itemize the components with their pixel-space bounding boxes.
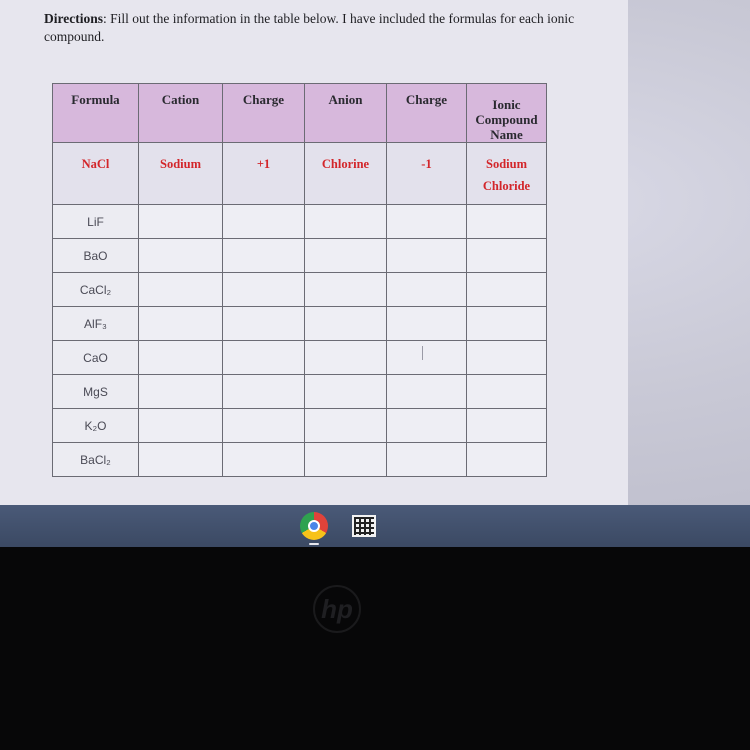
chrome-icon[interactable] (300, 512, 328, 540)
header-anion-charge: Charge (387, 84, 467, 143)
anion-cell[interactable] (305, 307, 387, 341)
anion-charge-cell[interactable] (387, 205, 467, 239)
table-row (53, 443, 547, 477)
cation-cell[interactable] (139, 375, 223, 409)
compound-name-cell[interactable] (467, 375, 547, 409)
directions-body: : Fill out the information in the table below. I have included the formulas for each ionic compound. (44, 11, 575, 44)
cation-charge-cell[interactable] (223, 409, 305, 443)
example-row (53, 143, 547, 205)
cation-cell[interactable] (139, 307, 223, 341)
cation-charge-cell[interactable] (223, 205, 305, 239)
anion-cell[interactable] (305, 273, 387, 307)
formula-cell: BaO (53, 239, 139, 273)
cation-cell[interactable] (139, 205, 223, 239)
formula-cell: MgS (53, 375, 139, 409)
cation-cell[interactable] (139, 443, 223, 477)
header-compound-name: Ionic Compound Name (467, 84, 547, 143)
anion-cell[interactable] (305, 409, 387, 443)
cation-charge-cell[interactable] (223, 239, 305, 273)
anion-charge-cell[interactable] (387, 239, 467, 273)
header-cation-charge: Charge (223, 84, 305, 143)
laptop-bezel (0, 547, 750, 750)
anion-charge-cell[interactable] (387, 341, 467, 375)
example-cation-charge: +1 (223, 143, 305, 205)
ionic-compounds-table (52, 83, 547, 477)
compound-name-cell[interactable] (467, 239, 547, 273)
formula-cell: AlF₃ (53, 307, 139, 341)
compound-name-cell[interactable] (467, 307, 547, 341)
anion-cell[interactable] (305, 375, 387, 409)
anion-cell[interactable] (305, 205, 387, 239)
directions-label: Directions (44, 11, 103, 26)
compound-name-cell[interactable] (467, 409, 547, 443)
table-row (53, 205, 547, 239)
anion-cell[interactable] (305, 239, 387, 273)
anion-cell[interactable] (305, 443, 387, 477)
anion-charge-cell[interactable] (387, 409, 467, 443)
table-row (53, 307, 547, 341)
example-name: Sodium Chloride (467, 143, 547, 205)
active-app-indicator (309, 543, 319, 545)
formula-cell: CaCl₂ (53, 273, 139, 307)
header-formula: Formula (53, 84, 139, 143)
hp-logo: hp (313, 585, 361, 633)
table-row (53, 341, 547, 375)
table-row (53, 239, 547, 273)
anion-charge-cell[interactable] (387, 307, 467, 341)
directions-text (44, 10, 604, 46)
cation-cell[interactable] (139, 239, 223, 273)
cation-cell[interactable] (139, 409, 223, 443)
cation-charge-cell[interactable] (223, 307, 305, 341)
compound-name-cell[interactable] (467, 273, 547, 307)
text-cursor (422, 346, 423, 360)
cation-charge-cell[interactable] (223, 443, 305, 477)
table-row (53, 273, 547, 307)
compound-name-cell[interactable] (467, 205, 547, 239)
header-row (53, 84, 547, 143)
anion-charge-cell[interactable] (387, 375, 467, 409)
formula-cell: CaO (53, 341, 139, 375)
anion-charge-cell[interactable] (387, 443, 467, 477)
cation-cell[interactable] (139, 341, 223, 375)
example-anion-charge: -1 (387, 143, 467, 205)
example-formula: NaCl (53, 143, 139, 205)
qr-code-icon[interactable] (352, 515, 376, 537)
example-anion: Chlorine (305, 143, 387, 205)
formula-cell: LiF (53, 205, 139, 239)
formula-cell: K₂O (53, 409, 139, 443)
cation-cell[interactable] (139, 273, 223, 307)
cation-charge-cell[interactable] (223, 375, 305, 409)
compound-name-cell[interactable] (467, 443, 547, 477)
anion-cell[interactable] (305, 341, 387, 375)
table-row (53, 409, 547, 443)
cation-charge-cell[interactable] (223, 341, 305, 375)
compound-name-cell[interactable] (467, 341, 547, 375)
cation-charge-cell[interactable] (223, 273, 305, 307)
table-row (53, 375, 547, 409)
header-anion: Anion (305, 84, 387, 143)
formula-cell: BaCl₂ (53, 443, 139, 477)
example-cation: Sodium (139, 143, 223, 205)
anion-charge-cell[interactable] (387, 273, 467, 307)
header-cation: Cation (139, 84, 223, 143)
